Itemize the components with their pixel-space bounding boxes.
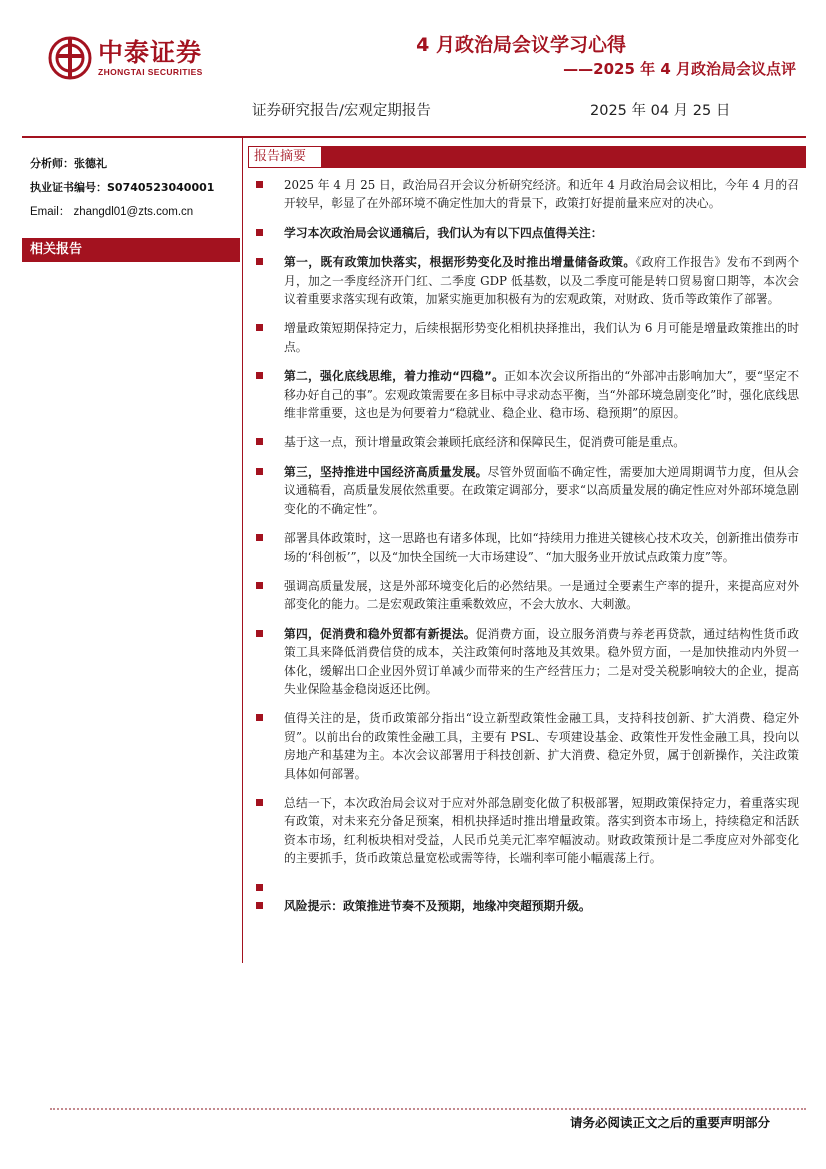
footer-disclaimer: 请务必阅读正文之后的重要声明部分 bbox=[569, 1115, 770, 1130]
summary-paragraph bbox=[254, 625, 799, 699]
paragraph-lead: 风险提示：政策推进节奏不及预期，地缘冲突超预期升级。 bbox=[284, 898, 591, 913]
header-divider bbox=[22, 136, 806, 138]
square-bullet-icon bbox=[256, 258, 263, 265]
analyst-line bbox=[30, 152, 230, 176]
summary-paragraph bbox=[254, 319, 799, 356]
summary-header-bar bbox=[248, 146, 806, 168]
cert-line bbox=[30, 176, 230, 200]
square-bullet-icon bbox=[256, 902, 263, 909]
report-date: 2025 年 04 月 25 日 bbox=[590, 103, 731, 119]
summary-paragraph bbox=[254, 897, 799, 915]
square-bullet-icon bbox=[256, 372, 263, 379]
paragraph-lead: 第二，强化底线思维，着力推动“四稳”。 bbox=[284, 369, 505, 384]
logo-en-name: ZHONGTAI SECURITIES bbox=[98, 67, 203, 77]
summary-paragraph bbox=[254, 879, 799, 897]
column-divider bbox=[242, 138, 243, 963]
paragraph-lead: 学习本次政治局会议通稿后，我们认为有以下四点值得关注： bbox=[284, 225, 603, 240]
summary-header-label: 报告摘要 bbox=[248, 146, 322, 168]
summary-paragraph bbox=[254, 794, 799, 868]
square-bullet-icon bbox=[256, 582, 263, 589]
report-title: 4 月政治局会议学习心得 bbox=[416, 34, 626, 56]
paragraph-text: 值得关注的是，货币政策部分指出“设立新型政策性金融工具，支持科技创新、扩大消费、稳定外贸”。以前出台的政策性金融工具，主要有 PSL、专项建设基金、政策性开发性金融工具，投向以房地产和基建为主。本次会议部署用于科技创新、扩大消费、稳定外贸，属于创新操作，关注政策具体如何部署。 bbox=[284, 711, 799, 781]
square-bullet-icon bbox=[256, 714, 263, 721]
summary-paragraph bbox=[254, 709, 799, 783]
email-address[interactable]: zhangdl01@zts.com.cn bbox=[73, 206, 194, 218]
summary-content bbox=[254, 176, 799, 926]
square-bullet-icon bbox=[256, 438, 263, 445]
paragraph-lead: 第三，坚持推进中国经济高质量发展。 bbox=[284, 464, 488, 479]
paragraph-lead: 第一，既有政策加快落实，根据形势变化及时推出增量储备政策。 bbox=[284, 255, 636, 270]
analyst-label: 分析师： bbox=[30, 157, 74, 170]
summary-paragraph bbox=[254, 577, 799, 614]
summary-paragraph bbox=[254, 367, 799, 422]
paragraph-text: 促消费方面，设立服务消费与养老再贷款，通过结构性货币政策工具来降低消费信贷的成本，关注政策何时落地及其效果。稳外贸方面，一是加快推动内外贸一体化，缓解出口企业因外贸订单减少而带来的生产经营压力；二是对受关税影响较大的企业，提高失业保险基金稳岗返还比例。 bbox=[284, 626, 799, 696]
report-type: 证券研究报告/宏观定期报告 bbox=[252, 103, 431, 119]
related-reports-header: 相关报告 bbox=[22, 238, 240, 262]
paragraph-lead: 第四，促消费和稳外贸都有新提法。 bbox=[284, 626, 476, 641]
paragraph-text: 正如本次会议所指出的“外部冲击影响加大”，要“坚定不移办好自己的事”。宏观政策需要在多目标中寻求动态平衡，当“外部环境急剧变化”时，强化底线思维非常重要，这也是为何要着力“稳就业、稳企业、稳市场、稳预期”的原因。 bbox=[284, 369, 799, 421]
cert-number: S0740523040001 bbox=[107, 181, 215, 194]
logo-cn-name: 中泰证券 bbox=[98, 38, 203, 67]
paragraph-text: 部署具体政策时，这一思路也有诸多体现，比如“持续用力推进关键核心技术攻关，创新推出债券市场的‘科创板’”，以及“加快全国统一大市场建设”、“加大服务业开放试点政策力度”等。 bbox=[284, 531, 799, 564]
square-bullet-icon bbox=[256, 534, 263, 541]
footer-divider bbox=[50, 1108, 806, 1110]
square-bullet-icon bbox=[256, 884, 263, 891]
paragraph-text: 《政府工作报告》发布不到两个月，加之一季度经济开门红、二季度 GDP 低基数，以及二季度可能是转口贸易窗口期等，本次会议着重要求落实现有政策，加紧实施更加积极有为的宏观政策，对财政、货币等政策作了部署。 bbox=[284, 255, 799, 307]
email-line bbox=[30, 200, 230, 224]
paragraph-text: 总结一下，本次政治局会议对于应对外部急剧变化做了积极部署，短期政策保持定力，着重落实现有政策，对未来充分备足预案，相机抉择适时推出增量政策。落实到资本市场上，持续稳定和活跃资本市场，红利板块相对受益，人民币兑美元汇率窄幅波动。财政政策预计是二季度应对外部变化的主要抓手，货币政策总量宽松或需等待，长端利率可能小幅震荡上行。 bbox=[284, 795, 799, 866]
summary-paragraph bbox=[254, 529, 799, 566]
square-bullet-icon bbox=[256, 630, 263, 637]
paragraph-text: 尽管外贸面临不确定性，需要加大逆周期调节力度，但从会议通稿看，高质量发展依然重要。在政策定调部分，要求“以高质量发展的确定性应对外部环境急剧变化的不确定性”。 bbox=[284, 464, 799, 516]
zhongtai-logo-icon bbox=[48, 36, 92, 80]
summary-paragraph bbox=[254, 253, 799, 308]
paragraph-text: 增量政策短期保持定力，后续根据形势变化相机抉择推出，我们认为 6 月可能是增量政策推出的时点。 bbox=[284, 321, 799, 354]
square-bullet-icon bbox=[256, 468, 263, 475]
square-bullet-icon bbox=[256, 324, 263, 331]
square-bullet-icon bbox=[256, 799, 263, 806]
summary-paragraph bbox=[254, 433, 799, 451]
square-bullet-icon bbox=[256, 181, 263, 188]
email-label: Email： bbox=[30, 206, 71, 218]
report-subtitle: ——2025 年 4 月政治局会议点评 bbox=[563, 60, 796, 78]
summary-paragraph bbox=[254, 176, 799, 213]
cert-label: 执业证书编号： bbox=[30, 181, 107, 194]
analyst-sidebar bbox=[30, 152, 230, 224]
paragraph-text: 2025 年 4 月 25 日，政治局召开会议分析研究经济。和近年 4 月政治局会议相比，今年 4 月的召开较早，彰显了在外部环境不确定性加大的背景下，政策打好提前量来应对的决心。 bbox=[284, 178, 799, 211]
logo-text bbox=[98, 39, 203, 77]
paragraph-text: 基于这一点，预计增量政策会兼顾托底经济和保障民生，促消费可能是重点。 bbox=[284, 435, 686, 450]
summary-paragraph bbox=[254, 463, 799, 518]
analyst-name: 张德礼 bbox=[74, 157, 107, 170]
summary-paragraph bbox=[254, 224, 799, 242]
square-bullet-icon bbox=[256, 229, 263, 236]
paragraph-text: 强调高质量发展，这是外部环境变化后的必然结果。一是通过全要素生产率的提升，来提高应对外部变化的能力。二是宏观政策注重乘数效应，不会大放水、大刺激。 bbox=[284, 578, 799, 612]
company-logo bbox=[48, 35, 218, 81]
